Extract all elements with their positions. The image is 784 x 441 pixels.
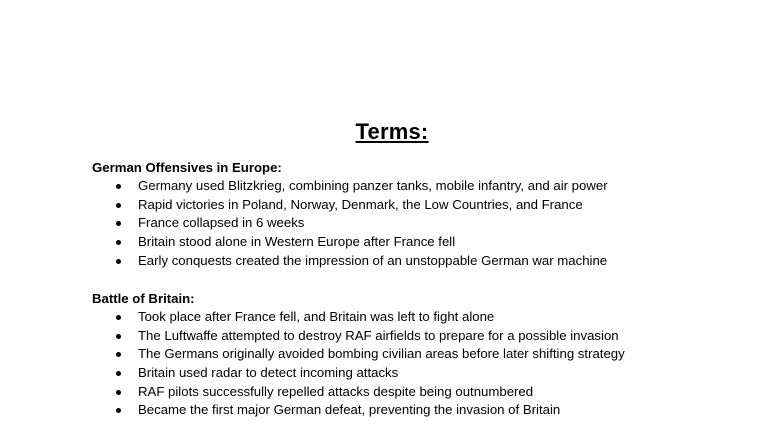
bullet-icon — [116, 184, 121, 189]
bullet-icon — [116, 315, 121, 320]
list-item — [92, 401, 625, 420]
list-item-text: Early conquests created the impression of an unstoppable German war machine — [138, 252, 608, 268]
list-item-text: Rapid victories in Poland, Norway, Denmark, the Low Countries, and France — [138, 196, 583, 212]
list-item-text: The Germans originally avoided bombing civilian areas before later shifting strategy — [138, 346, 625, 362]
bullet-icon — [116, 352, 121, 357]
list-item-text: France collapsed in 6 weeks — [138, 215, 305, 231]
bullet-icon — [116, 221, 121, 226]
bullet-icon — [116, 334, 121, 339]
list-item — [92, 364, 625, 383]
bullet-icon — [116, 371, 121, 376]
section-german-offensives — [92, 159, 608, 270]
bullet-list — [92, 308, 625, 420]
list-item — [92, 252, 608, 271]
list-item — [92, 233, 608, 252]
list-item — [92, 214, 608, 233]
list-item — [92, 345, 625, 364]
section-heading: German Offensives in Europe: — [92, 160, 282, 175]
list-item-text: Britain used radar to detect incoming attacks — [138, 365, 399, 381]
list-item-text: Britain stood alone in Western Europe after France fell — [138, 234, 456, 250]
section-heading: Battle of Britain: — [92, 291, 195, 306]
section-battle-of-britain — [92, 290, 625, 420]
page-title: Terms: — [355, 119, 429, 144]
bullet-icon — [116, 408, 121, 413]
list-item — [92, 308, 625, 327]
list-item-text: Took place after France fell, and Britain was left to fight alone — [138, 309, 495, 324]
list-item — [92, 177, 608, 196]
list-item — [92, 383, 625, 402]
list-item-text: The Luftwaffe attempted to destroy RAF airfields to prepare for a possible invasion — [138, 327, 619, 343]
list-item-text: Became the first major German defeat, preventing the invasion of Britain — [138, 402, 561, 418]
bullet-list — [92, 177, 608, 270]
list-item — [92, 327, 625, 346]
list-item-text: RAF pilots successfully repelled attacks despite being outnumbered — [138, 383, 534, 399]
bullet-icon — [116, 390, 121, 395]
bullet-icon — [116, 259, 121, 264]
bullet-icon — [116, 240, 121, 245]
bullet-icon — [116, 203, 121, 208]
list-item-text: Germany used Blitzkrieg, combining panzer tanks, mobile infantry, and air power — [138, 178, 608, 193]
list-item — [92, 196, 608, 215]
